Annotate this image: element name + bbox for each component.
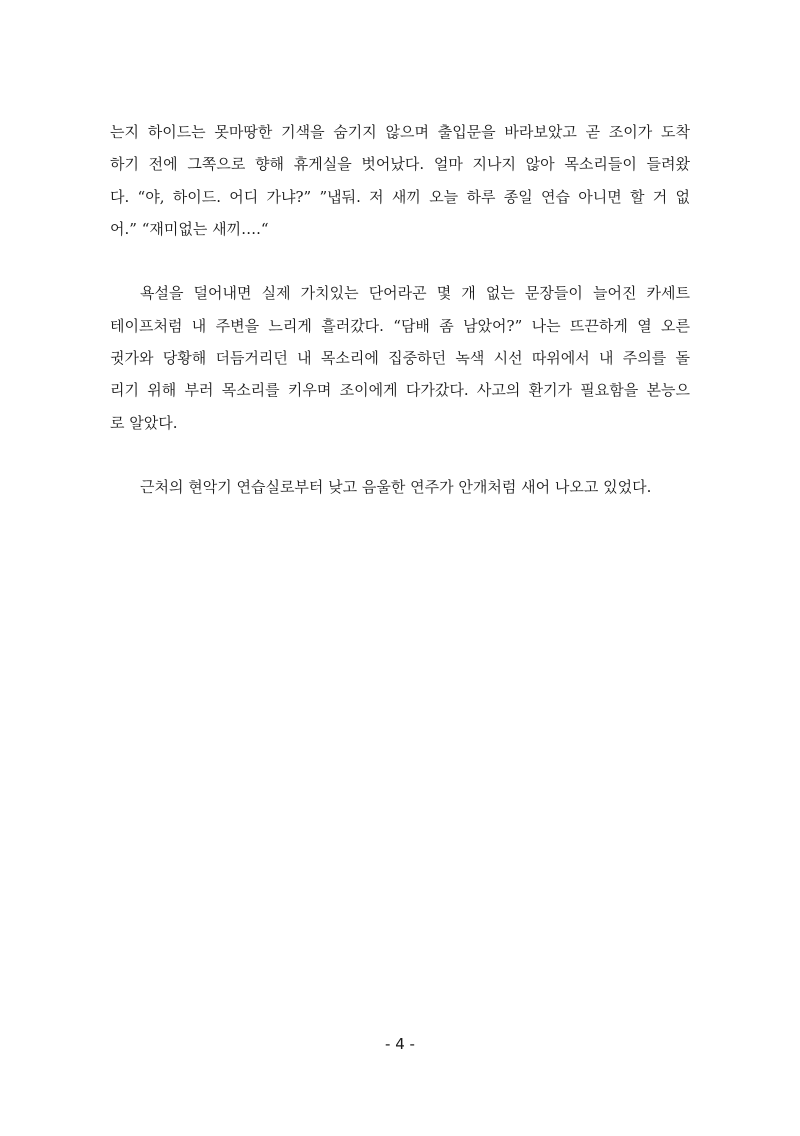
text-line: 다. “야, 하이드. 어디 가냐?” ”냅둬. 저 새끼 오늘 하루 종일 연습 아니면 할 거 없 (110, 187, 690, 206)
text-line: 하기 전에 그쪽으로 향해 휴게실을 벗어났다. 얼마 지나지 않아 목소리들이 들려왔 (110, 155, 690, 174)
text-line: 테이프처럼 내 주변을 느리게 흘러갔다. “담배 좀 남았어?” 나는 뜨끈하게 열 오른 (110, 316, 690, 335)
paragraph-3 (110, 471, 690, 503)
text-line: 어.” “재미없는 새끼….“ (110, 219, 269, 238)
document-body (110, 116, 690, 504)
text-line: 는지 하이드는 못마땅한 기색을 숨기지 않으며 출입문을 바라보았고 곧 조이가 도착 (110, 123, 690, 141)
paragraph-2 (110, 277, 690, 438)
text-line: 근처의 현악기 연습실로부터 낮고 음울한 연주가 안개처럼 새어 나오고 있었다. (140, 478, 652, 497)
page-number: - 4 - (385, 1035, 415, 1053)
paragraph-gap (110, 245, 690, 277)
text-line: 리기 위해 부러 목소리를 키우며 조이에게 다가갔다. 사고의 환기가 필요함을 본능으 (110, 381, 690, 400)
paragraph-gap (110, 439, 690, 471)
text-line: 귓가와 당황해 더듬거리던 내 목소리에 집중하던 녹색 시선 따위에서 내 주의를 돌 (110, 349, 690, 368)
text-line: 욕설을 덜어내면 실제 가치있는 단어라곤 몇 개 없는 문장들이 늘어진 카세트 (140, 284, 690, 303)
text-line: 로 알았다. (110, 413, 178, 432)
paragraph-1 (110, 116, 690, 245)
